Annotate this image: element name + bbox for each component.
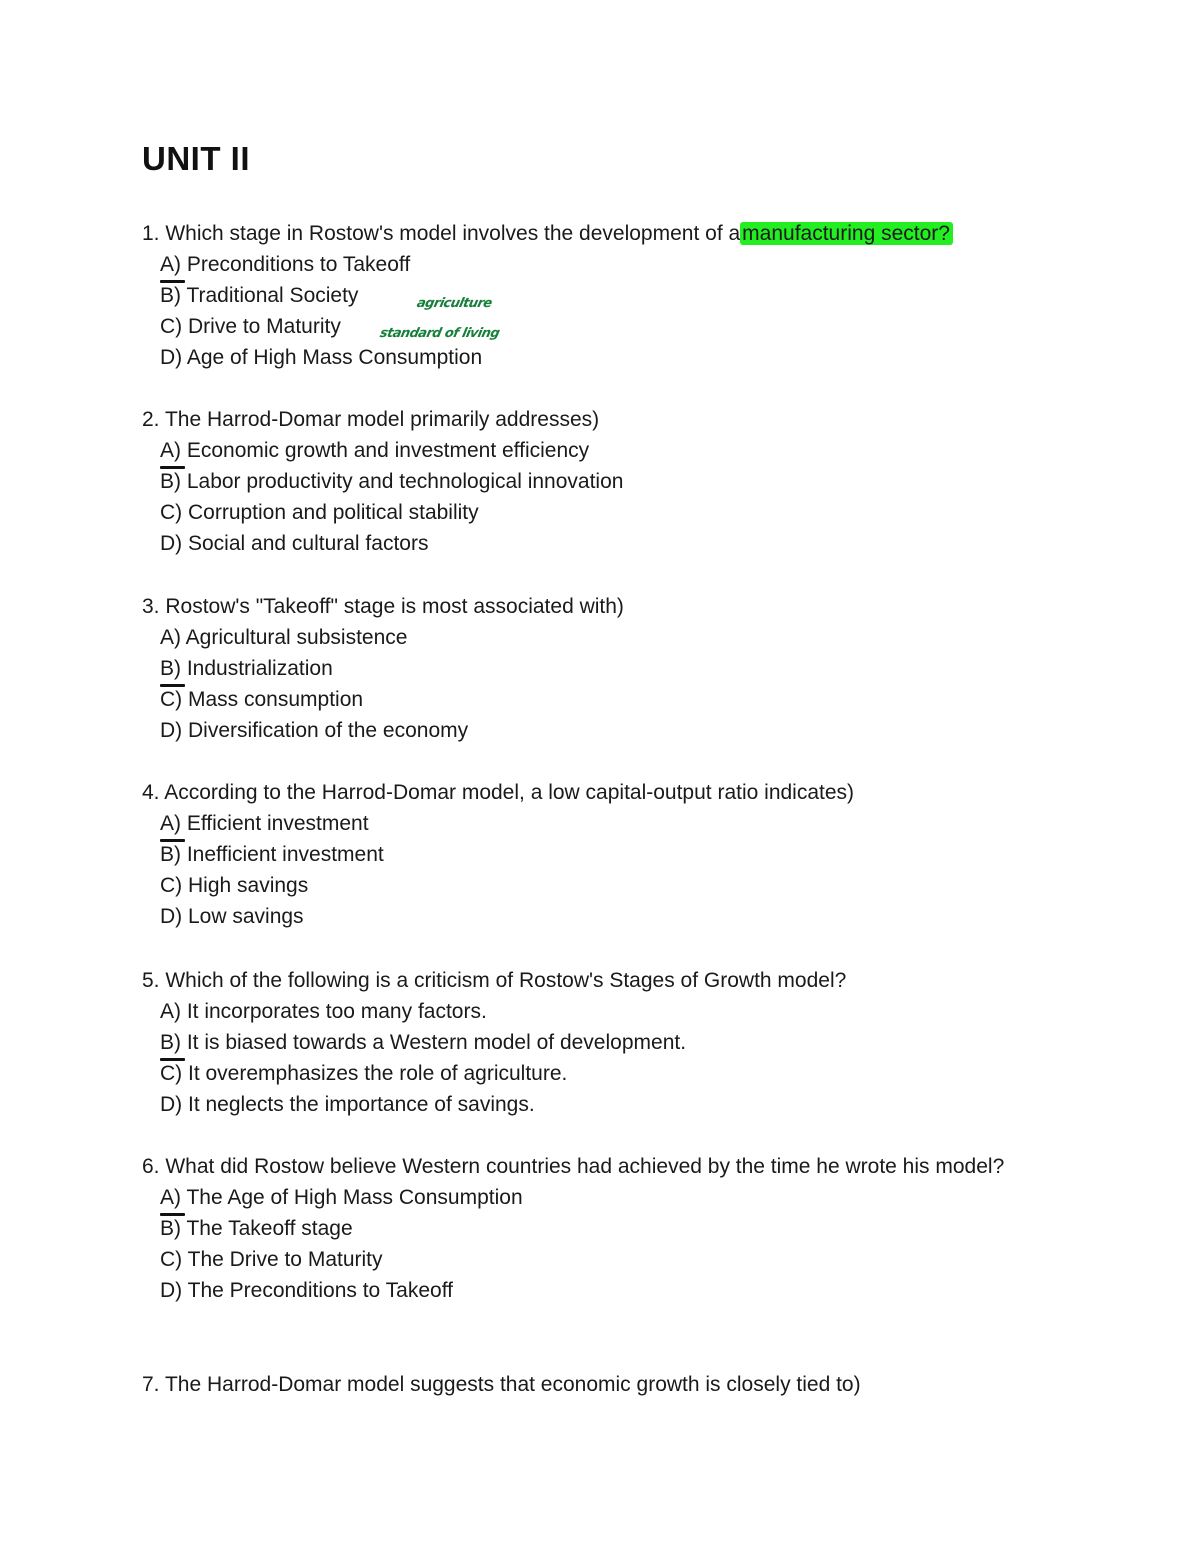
- option-d: [160, 342, 953, 373]
- question-number: 1.: [142, 222, 160, 245]
- option-a: [160, 249, 953, 280]
- option-d: [160, 901, 854, 932]
- option-c: [160, 497, 623, 528]
- question-prompt: Which stage in Rostow's model involves the development of a: [165, 222, 741, 245]
- option-b: [160, 1027, 846, 1058]
- question-3: [142, 591, 624, 746]
- question-4: [142, 777, 854, 932]
- option-label: D) Low savings: [160, 905, 304, 928]
- option-a: [160, 622, 624, 653]
- option-label: B) Labor productivity and technological innovation: [160, 470, 624, 493]
- option-c: [160, 684, 624, 715]
- question-number: 7.: [142, 1373, 160, 1396]
- option-label: B) It is biased towards a Western model of development.: [160, 1031, 687, 1054]
- option-label: A) Preconditions to Takeoff: [160, 253, 411, 276]
- option-label: D) The Preconditions to Takeoff: [160, 1279, 454, 1302]
- option-a: [160, 808, 854, 839]
- option-label: C) High savings: [160, 874, 309, 897]
- question-1: [142, 218, 953, 373]
- option-label: C) The Drive to Maturity: [160, 1248, 383, 1271]
- option-b: [160, 466, 623, 497]
- question-text: [142, 965, 846, 996]
- option-d: [160, 1275, 1042, 1306]
- option-c: [160, 1058, 846, 1089]
- question-text: [142, 218, 953, 249]
- option-label: A) Agricultural subsistence: [160, 626, 408, 649]
- question-prompt: Which of the following is a criticism of Rostow's Stages of Growth model?: [165, 969, 847, 992]
- option-b: [160, 839, 854, 870]
- question-text: [142, 777, 854, 808]
- option-label: A) Efficient investment: [160, 812, 369, 835]
- page-title: UNIT II: [142, 140, 250, 177]
- option-label: C) It overemphasizes the role of agriculture.: [160, 1062, 568, 1085]
- question-text: [142, 591, 624, 622]
- option-label: A) Economic growth and investment efficiency: [160, 439, 590, 462]
- question-number: 2.: [142, 408, 160, 431]
- option-label: D) Age of High Mass Consumption: [160, 346, 483, 369]
- option-c: [160, 870, 854, 901]
- question-number: 5.: [142, 969, 160, 992]
- option-d: [160, 715, 624, 746]
- question-number: 6.: [142, 1155, 160, 1178]
- question-2: [142, 404, 623, 559]
- option-a: [160, 435, 623, 466]
- option-label: C) Mass consumption: [160, 688, 364, 711]
- question-5: [142, 965, 846, 1120]
- option-a: [160, 996, 846, 1027]
- question-number: 4.: [142, 781, 160, 804]
- option-label: B) The Takeoff stage: [160, 1217, 353, 1240]
- question-text: [142, 1369, 861, 1400]
- option-d: [160, 528, 623, 559]
- option-b: [160, 1213, 1042, 1244]
- handwritten-note-agriculture: agriculture: [415, 296, 494, 311]
- highlighted-text: manufacturing sector?: [740, 222, 953, 245]
- question-prompt: The Harrod-Domar model primarily addresses): [164, 408, 600, 431]
- option-label: D) It neglects the importance of savings.: [160, 1093, 535, 1116]
- option-label: B) Industrialization: [160, 657, 333, 680]
- question-text: [142, 1151, 1042, 1182]
- question-7: [142, 1369, 861, 1400]
- option-label: D) Social and cultural factors: [160, 532, 429, 555]
- question-prompt: What did Rostow believe Western countries had achieved by the time he wrote his model?: [165, 1155, 1005, 1178]
- question-prompt: According to the Harrod-Domar model, a low capital-output ratio indicates): [164, 781, 855, 804]
- option-label: C) Drive to Maturity: [160, 315, 341, 338]
- question-prompt: Rostow's "Takeoff" stage is most associated with): [165, 595, 624, 618]
- option-c: [160, 311, 953, 342]
- option-label: B) Inefficient investment: [160, 843, 384, 866]
- handwritten-note-standard-of-living: standard of living: [378, 326, 501, 341]
- option-c: [160, 1244, 1042, 1275]
- option-label: B) Traditional Society: [160, 284, 359, 307]
- option-b: [160, 653, 624, 684]
- option-b: [160, 280, 953, 311]
- option-label: A) It incorporates too many factors.: [160, 1000, 487, 1023]
- question-6: [142, 1151, 1042, 1306]
- question-text: [142, 404, 623, 435]
- option-a: [160, 1182, 1042, 1213]
- option-label: C) Corruption and political stability: [160, 501, 479, 524]
- option-label: D) Diversification of the economy: [160, 719, 469, 742]
- option-label: A) The Age of High Mass Consumption: [160, 1186, 523, 1209]
- question-prompt: The Harrod-Domar model suggests that economic growth is closely tied to): [164, 1373, 861, 1396]
- option-d: [160, 1089, 846, 1120]
- question-number: 3.: [142, 595, 160, 618]
